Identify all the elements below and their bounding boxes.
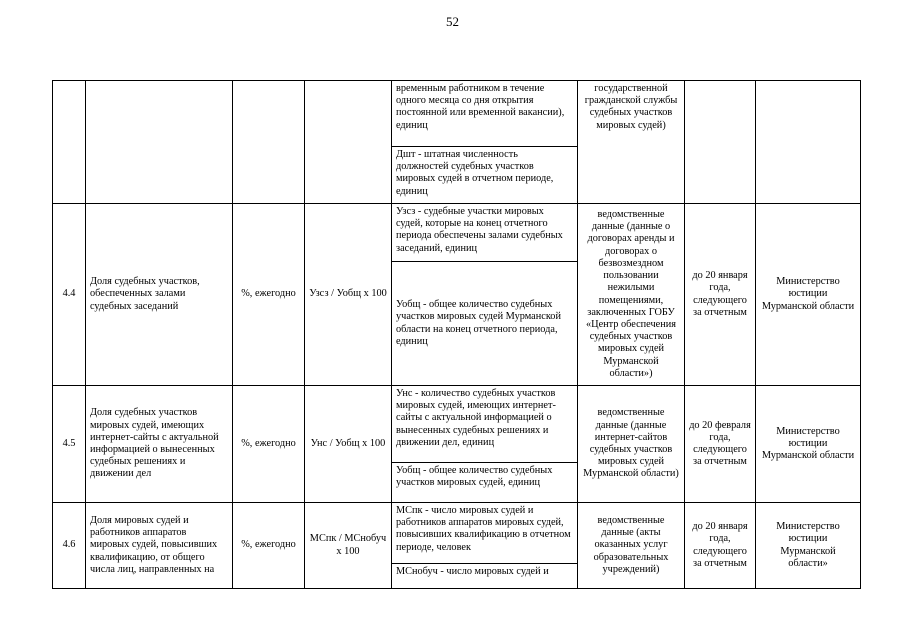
description-cell: МСпк - число мировых судей и работников аппаратов мировых судей, повысивших квалификацию в отчетном периоде, человек <box>392 503 578 564</box>
table-row <box>53 204 861 262</box>
name-cell: Доля мировых судей и работников аппаратов мировых судей, повысивших квалификацию, от общего числа лиц, направленных на <box>86 503 233 589</box>
table-row <box>53 386 861 463</box>
table-row <box>53 503 861 564</box>
indicators-table <box>52 80 861 589</box>
name-cell <box>86 81 233 204</box>
description-cell: Дшт - штатная численность должностей судебных участков мировых судей в отчетном периоде, единиц <box>392 147 578 204</box>
num-cell: 4.4 <box>53 204 86 386</box>
formula-cell <box>305 81 392 204</box>
description-cell: Унс - количество судебных участков мировых судей, имеющих интернет-сайты с актуальной информацией о вынесенных судебных решениях и движении дел, единиц <box>392 386 578 463</box>
name-cell: Доля судебных участков мировых судей, имеющих интернет-сайты с актуальной информацией о вынесенных судебных решениях и движении дел <box>86 386 233 503</box>
description-cell: МСнобуч - число мировых судей и <box>392 564 578 589</box>
source-cell: ведомственные данные (данные интернет-сайтов судебных участков мировых судей Мурманской области) <box>578 386 685 503</box>
responsible-cell: Министерство юстиции Мурманской области <box>756 386 861 503</box>
unit-cell: %, ежегодно <box>233 204 305 386</box>
formula-cell: Узсз / Уобщ х 100 <box>305 204 392 386</box>
description-cell: Уобщ - общее количество судебных участков мировых судей, единиц <box>392 463 578 503</box>
source-cell: государственной гражданской службы судебных участков мировых судей) <box>578 81 685 204</box>
deadline-cell: до 20 февраля года, следующего за отчетным <box>685 386 756 503</box>
num-cell <box>53 81 86 204</box>
deadline-cell: до 20 января года, следующего за отчетным <box>685 204 756 386</box>
num-cell: 4.6 <box>53 503 86 589</box>
unit-cell <box>233 81 305 204</box>
responsible-cell <box>756 81 861 204</box>
name-cell: Доля судебных участков, обеспеченных залами судебных заседаний <box>86 204 233 386</box>
unit-cell: %, ежегодно <box>233 386 305 503</box>
responsible-cell: Министерство юстиции Мурманской области» <box>756 503 861 589</box>
source-cell: ведомственные данные (акты оказанных услуг образовательных учреждений) <box>578 503 685 589</box>
deadline-cell: до 20 января года, следующего за отчетным <box>685 503 756 589</box>
description-cell: временным работником в течение одного месяца со дня открытия постоянной или временной вакансии), единиц <box>392 81 578 147</box>
page-number: 52 <box>446 14 459 29</box>
table-row <box>53 81 861 147</box>
description-cell: Узсз - судебные участки мировых судей, которые на конец отчетного периода обеспечены залами судебных заседаний, единиц <box>392 204 578 262</box>
deadline-cell <box>685 81 756 204</box>
num-cell: 4.5 <box>53 386 86 503</box>
formula-cell: МСпк / МСнобуч х 100 <box>305 503 392 589</box>
unit-cell: %, ежегодно <box>233 503 305 589</box>
source-cell: ведомственные данные (данные о договорах аренды и договорах о безвозмездном пользовании нежилыми помещениями, заключенных ГОБУ «Центр обеспечения судебных участков мировых судей Мурманской области») <box>578 204 685 386</box>
description-cell: Уобщ - общее количество судебных участков мировых судей Мурманской области на конец отчетного периода, единиц <box>392 262 578 386</box>
formula-cell: Унс / Уобщ х 100 <box>305 386 392 503</box>
responsible-cell: Министерство юстиции Мурманской области <box>756 204 861 386</box>
